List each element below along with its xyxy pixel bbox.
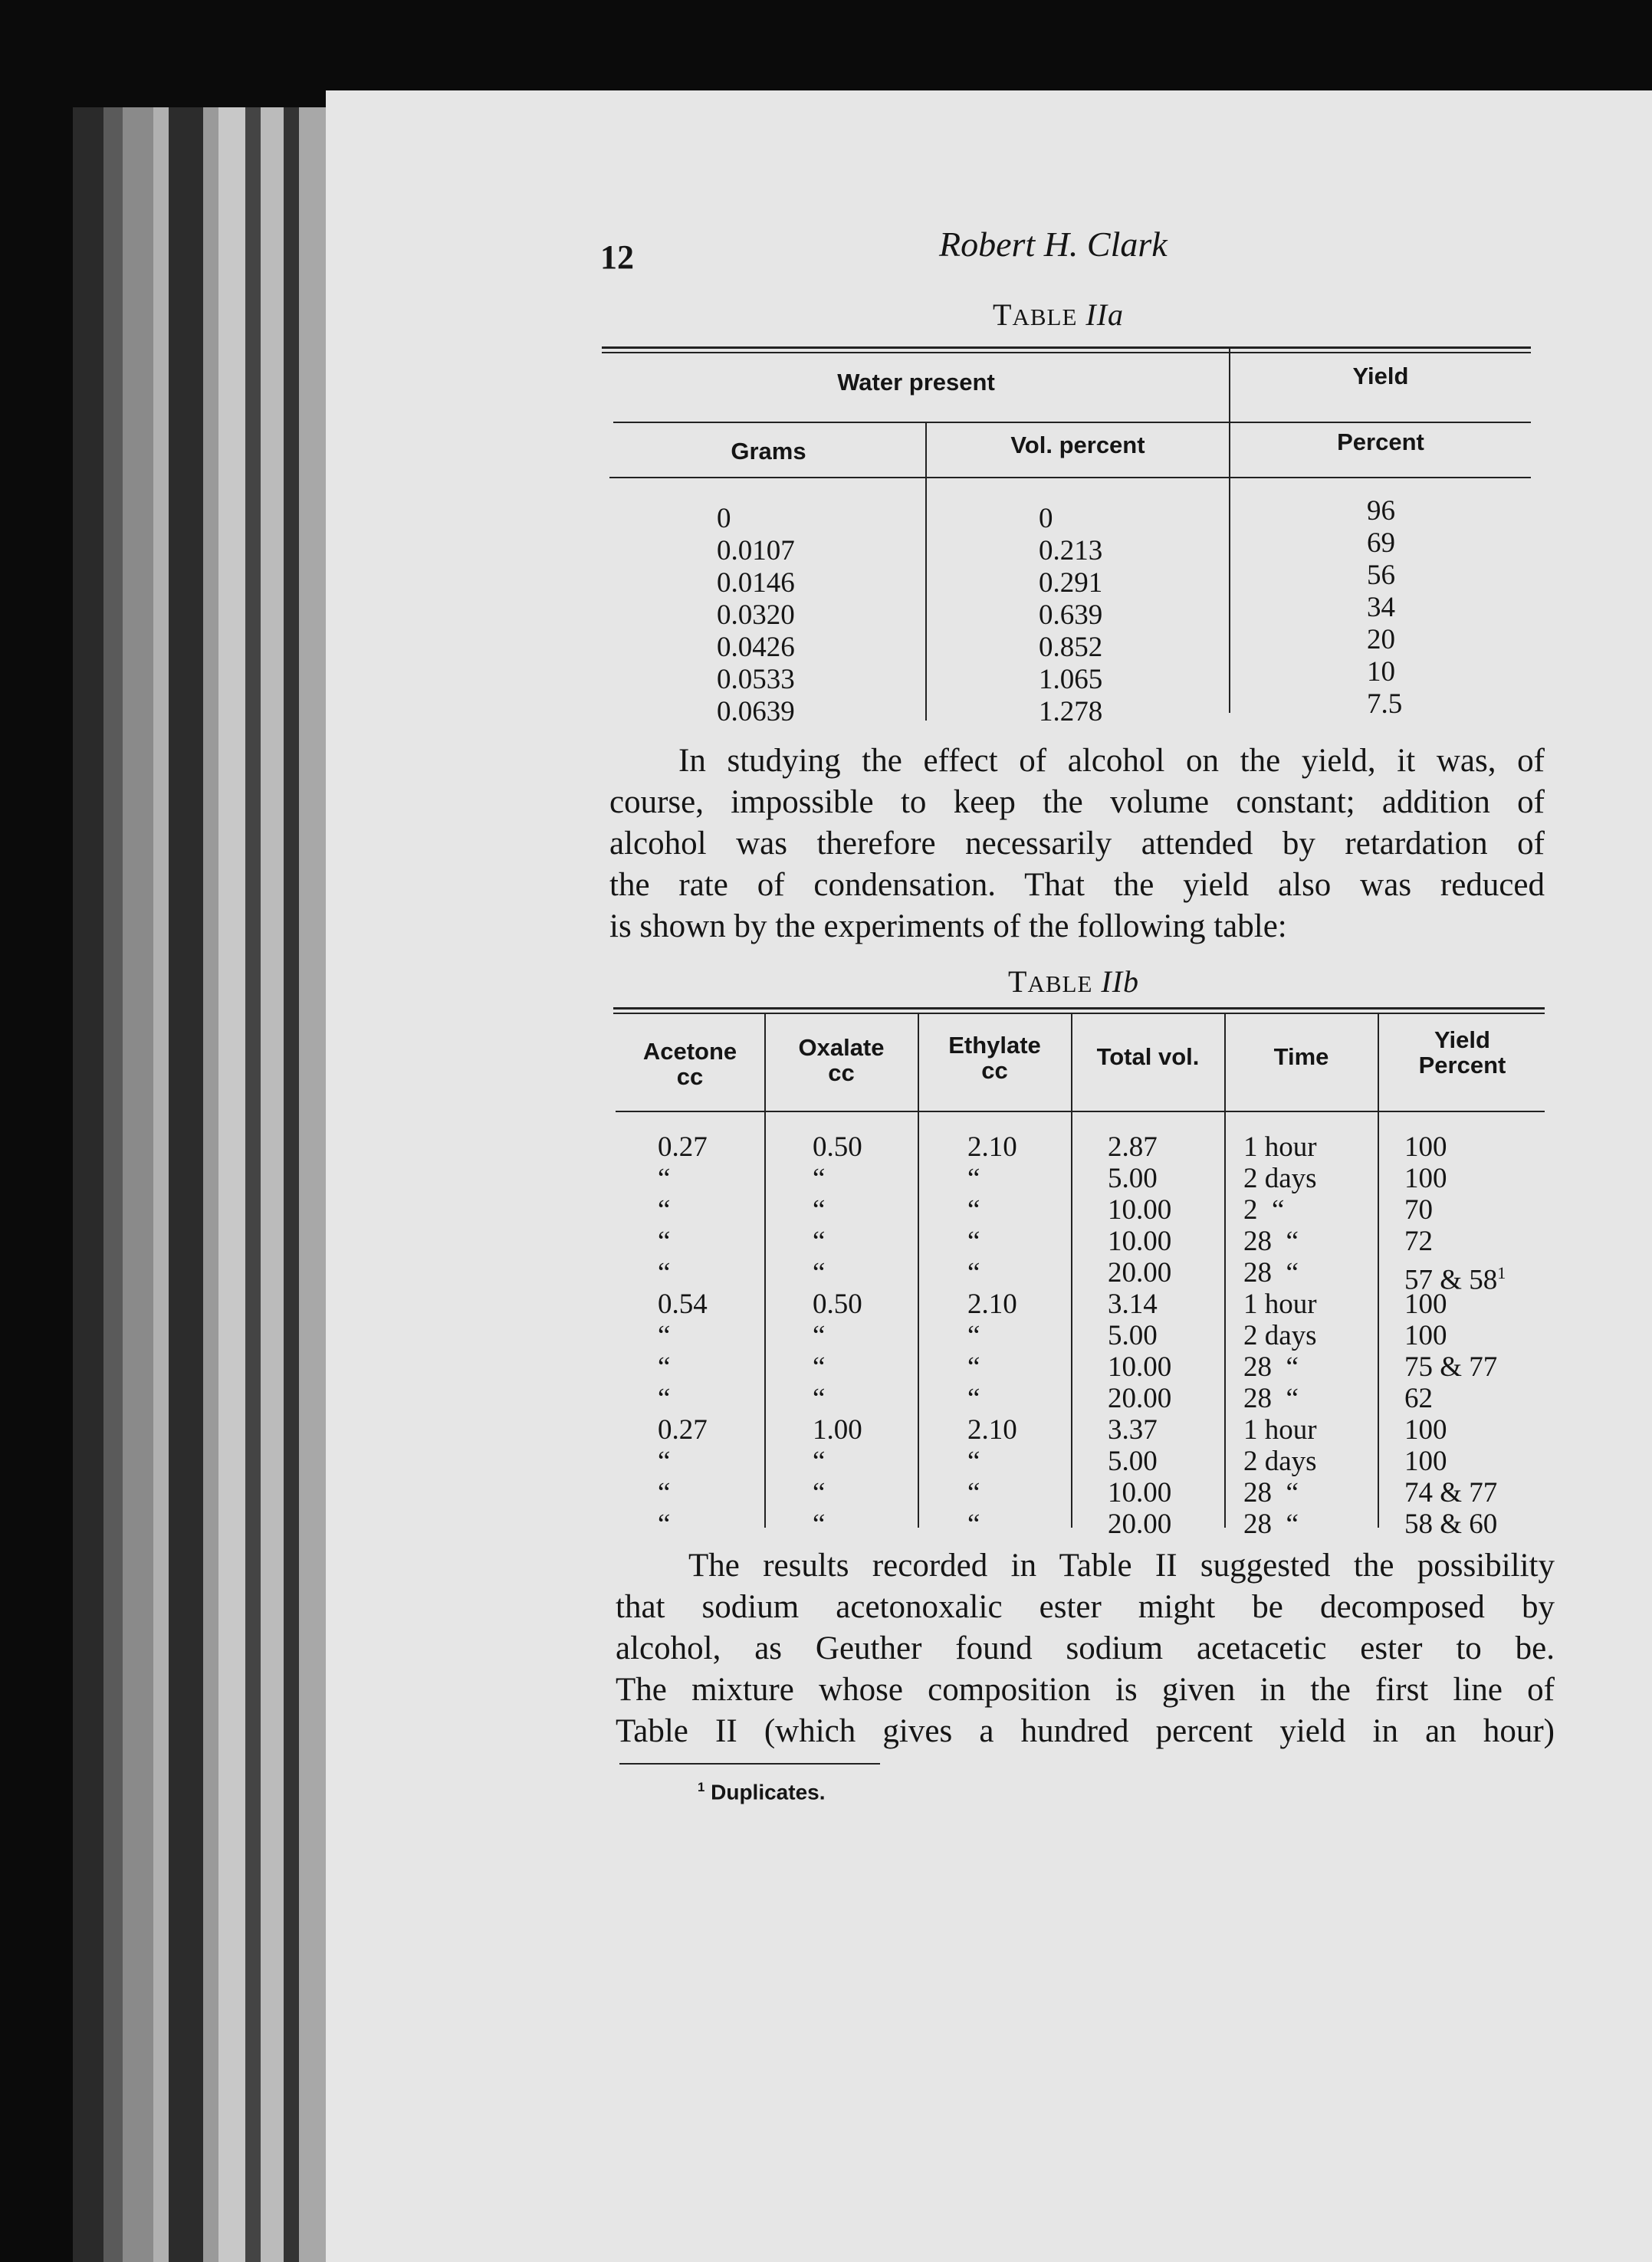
table-a-top-rule <box>602 346 1531 349</box>
table-a-cell-yield: 96 <box>1367 495 1395 527</box>
table-b-cell-ethylate: “ <box>967 1163 980 1194</box>
table-b-cell-time: 2 days <box>1243 1163 1317 1194</box>
table-b-cell-oxalate: “ <box>813 1509 826 1540</box>
table-a-mid-rule <box>613 422 1531 423</box>
table-b-header-total-vol: Total vol. <box>1096 1043 1200 1070</box>
table-a-cell-vol: 0.639 <box>1039 599 1103 631</box>
table-b-cell-yield: 74 & 77 <box>1404 1477 1498 1509</box>
table-b-cell-acetone: “ <box>658 1351 671 1383</box>
table-b-cell-time: 28 “ <box>1243 1383 1299 1414</box>
table-a-cell-grams: 0.0320 <box>717 599 795 631</box>
table-a-header-yield: Yield <box>1352 363 1409 389</box>
table-b-cell-acetone: 0.27 <box>658 1414 708 1446</box>
table-b-header-rule <box>616 1111 1545 1112</box>
footnote-rule <box>619 1763 880 1765</box>
table-b-cell-total-vol: 20.00 <box>1108 1509 1172 1540</box>
footnote: $^1$ Duplicates. <box>698 1780 826 1804</box>
table-b-cell-acetone: “ <box>658 1226 671 1257</box>
table-b-divider <box>764 1014 766 1528</box>
table-b-cell-yield: 100 <box>1404 1446 1447 1477</box>
table-b-cell-yield: 58 & 60 <box>1404 1509 1498 1540</box>
table-a-cell-grams: 0.0107 <box>717 535 795 566</box>
table-b-cell-ethylate: “ <box>967 1509 980 1540</box>
table-a-cell-grams: 0.0146 <box>717 567 795 599</box>
table-a-col-yield <box>1367 495 1402 721</box>
table-b-cell-acetone: 0.27 <box>658 1131 708 1163</box>
table-b-cell-time: 1 hour <box>1243 1289 1317 1320</box>
table-a-col-grams <box>717 503 795 728</box>
table-b-cell-total-vol: 10.00 <box>1108 1351 1172 1383</box>
paragraph-1 <box>609 740 1545 947</box>
table-b-cell-yield: 72 <box>1404 1226 1433 1257</box>
table-b-header-ethylate: Ethylate cc <box>948 1032 1041 1084</box>
table-b-cell-oxalate: “ <box>813 1194 826 1226</box>
table-b-cell-yield: 62 <box>1404 1383 1433 1414</box>
table-b-cell-yield: 100 <box>1404 1131 1447 1163</box>
table-b-cell-time: 28 “ <box>1243 1257 1299 1289</box>
table-b-header-acetone: Acetone cc <box>642 1038 737 1090</box>
table-b-cell-oxalate: 1.00 <box>813 1414 862 1446</box>
table-b-cell-ethylate: “ <box>967 1446 980 1477</box>
table-a-cell-vol: 0 <box>1039 503 1053 534</box>
table-b-cell-acetone: 0.54 <box>658 1289 708 1320</box>
paragraph-line: that sodium acetonoxalic ester might be decomposed by <box>616 1589 1555 1625</box>
book-edge <box>0 0 353 2262</box>
table-b-cell-yield: 100 <box>1404 1414 1447 1446</box>
table-b-cell-oxalate: “ <box>813 1226 826 1257</box>
table-b-cell-acetone: “ <box>658 1257 671 1289</box>
table-b-cell-yield: 100 <box>1404 1320 1447 1351</box>
table-a-col-vol <box>1039 503 1102 728</box>
table-a-header-grams: Grams <box>731 438 806 465</box>
table-b-header-time: Time <box>1273 1043 1329 1070</box>
table-b-cell-yield: 70 <box>1404 1194 1433 1226</box>
table-b-cell-time: 28 “ <box>1243 1509 1299 1540</box>
table-a-cell-grams: 0.0639 <box>717 696 795 727</box>
paragraph-line: alcohol, as Geuther found sodium acetacetic ester to be. <box>616 1630 1555 1666</box>
table-b-cell-ethylate: “ <box>967 1351 980 1383</box>
paragraph-line: In studying the effect of alcohol on the yield, it was, of <box>678 743 1545 779</box>
table-b-top-rule <box>613 1007 1545 1010</box>
paragraph-line: the rate of condensation. That the yield also was reduced <box>609 867 1545 903</box>
table-b-cell-time: 2 days <box>1243 1446 1317 1477</box>
table-b-cell-total-vol: 5.00 <box>1108 1320 1158 1351</box>
table-b-cell-total-vol: 10.00 <box>1108 1194 1172 1226</box>
table-a-cell-yield: 20 <box>1367 624 1395 655</box>
table-b-caption: TABLE IIb <box>1008 964 1140 999</box>
table-b-cell-oxalate: “ <box>813 1477 826 1509</box>
paragraph-line: course, impossible to keep the volume constant; addition of <box>609 784 1545 820</box>
table-b-cell-acetone: “ <box>658 1194 671 1226</box>
table-b-cell-oxalate: “ <box>813 1351 826 1383</box>
table-a-cell-yield: 7.5 <box>1367 688 1403 720</box>
table-a-cell-yield: 56 <box>1367 560 1395 591</box>
table-b-cell-ethylate: “ <box>967 1257 980 1289</box>
table-a-caption: TABLE IIa <box>993 297 1125 332</box>
table-b-cell-acetone: “ <box>658 1320 671 1351</box>
paragraph-line: The results recorded in Table II suggested the possibility <box>688 1548 1555 1584</box>
table-b-cell-total-vol: 20.00 <box>1108 1383 1172 1414</box>
table-a-cell-yield: 10 <box>1367 656 1395 688</box>
table-b-header-yield: Yield Percent <box>1418 1026 1506 1078</box>
page-number: 12 <box>600 238 634 276</box>
table-b-cell-total-vol: 5.00 <box>1108 1163 1158 1194</box>
table-b-cell-time: 28 “ <box>1243 1351 1299 1383</box>
paragraph-line: The mixture whose composition is given in the first line of <box>616 1672 1555 1708</box>
table-b-divider <box>1378 1014 1379 1528</box>
table-b-cell-ethylate: 2.10 <box>967 1131 1017 1163</box>
paragraph-line: is shown by the experiments of the following table: <box>609 908 1287 944</box>
table-a-cell-vol: 0.852 <box>1039 632 1103 663</box>
table-a-cell-grams: 0.0533 <box>717 664 795 695</box>
table-b-header-oxalate: Oxalate cc <box>798 1034 885 1086</box>
table-b-cell-total-vol: 10.00 <box>1108 1226 1172 1257</box>
table-b-top-rule-2 <box>613 1013 1545 1014</box>
table-b-cell-ethylate: “ <box>967 1226 980 1257</box>
table-b-cell-total-vol: 5.00 <box>1108 1446 1158 1477</box>
table-b-cell-oxalate: 0.50 <box>813 1289 862 1320</box>
table-a-header-percent: Percent <box>1337 428 1424 455</box>
table-a-divider-2 <box>925 422 927 721</box>
paragraph-2 <box>616 1545 1555 1752</box>
table-b-cell-oxalate: 0.50 <box>813 1131 862 1163</box>
table-a-cell-vol: 0.291 <box>1039 567 1103 599</box>
table-b-cell-oxalate: “ <box>813 1383 826 1414</box>
table-b-cell-oxalate: “ <box>813 1257 826 1289</box>
table-b-cell-acetone: “ <box>658 1509 671 1540</box>
book-page <box>326 90 1652 2262</box>
table-a-cell-grams: 0.0426 <box>717 632 795 663</box>
table-b-cell-ethylate: “ <box>967 1383 980 1414</box>
table-a-cell-vol: 0.213 <box>1039 535 1103 566</box>
table-b-cell-oxalate: “ <box>813 1320 826 1351</box>
table-a-cell-grams: 0 <box>717 503 731 534</box>
paragraph-line: alcohol was therefore necessarily attended by retardation of <box>609 826 1545 862</box>
table-a-cell-yield: 69 <box>1367 527 1395 559</box>
table-b-cell-acetone: “ <box>658 1477 671 1509</box>
table-b-cell-total-vol: 2.87 <box>1108 1131 1158 1163</box>
table-b-cell-ethylate: “ <box>967 1477 980 1509</box>
table-b-cell-acetone: “ <box>658 1383 671 1414</box>
paragraph-line: Table II (which gives a hundred percent yield in an hour) <box>616 1713 1555 1749</box>
table-a-header-rule <box>609 477 1531 478</box>
running-head-author: Robert H. Clark <box>939 225 1168 264</box>
table-b-divider <box>918 1014 919 1528</box>
footnote-reference: 1 <box>1497 1263 1506 1282</box>
table-b-cell-total-vol: 3.14 <box>1108 1289 1158 1320</box>
table-b-cell-ethylate: “ <box>967 1194 980 1226</box>
table-b-cell-oxalate: “ <box>813 1446 826 1477</box>
table-b-cell-yield: 57 & $58^1$ <box>1404 1263 1506 1296</box>
table-b-cell-total-vol: 20.00 <box>1108 1257 1172 1289</box>
table-b-cell-acetone: “ <box>658 1163 671 1194</box>
table-b-cell-acetone: “ <box>658 1446 671 1477</box>
table-b-cell-time: 2 “ <box>1243 1194 1285 1226</box>
table-b-divider <box>1224 1014 1226 1528</box>
table-b-cell-time: 28 “ <box>1243 1477 1299 1509</box>
table-b-cell-time: 1 hour <box>1243 1131 1317 1163</box>
table-b-cell-time: 28 “ <box>1243 1226 1299 1257</box>
table-b-cell-time: 2 days <box>1243 1320 1317 1351</box>
table-a-divider <box>1229 349 1230 713</box>
table-a-cell-yield: 34 <box>1367 592 1395 623</box>
table-b-cell-yield: 100 <box>1404 1289 1447 1320</box>
table-a-cell-vol: 1.278 <box>1039 696 1103 727</box>
table-b-cell-ethylate: “ <box>967 1320 980 1351</box>
table-b-cell-yield: 100 <box>1404 1163 1447 1194</box>
table-b-divider <box>1071 1014 1072 1528</box>
table-b-cell-oxalate: “ <box>813 1163 826 1194</box>
table-a-cell-vol: 1.065 <box>1039 664 1103 695</box>
table-b-cell-total-vol: 3.37 <box>1108 1414 1158 1446</box>
table-a-header-water: Water present <box>837 369 995 396</box>
table-b-cell-total-vol: 10.00 <box>1108 1477 1172 1509</box>
table-b-cell-ethylate: 2.10 <box>967 1414 1017 1446</box>
table-b-cell-ethylate: 2.10 <box>967 1289 1017 1320</box>
table-a-top-rule-2 <box>602 352 1531 353</box>
table-b-cell-yield: 75 & 77 <box>1404 1351 1498 1383</box>
table-b-cell-time: 1 hour <box>1243 1414 1317 1446</box>
table-a-header-vol: Vol. percent <box>1010 432 1145 458</box>
